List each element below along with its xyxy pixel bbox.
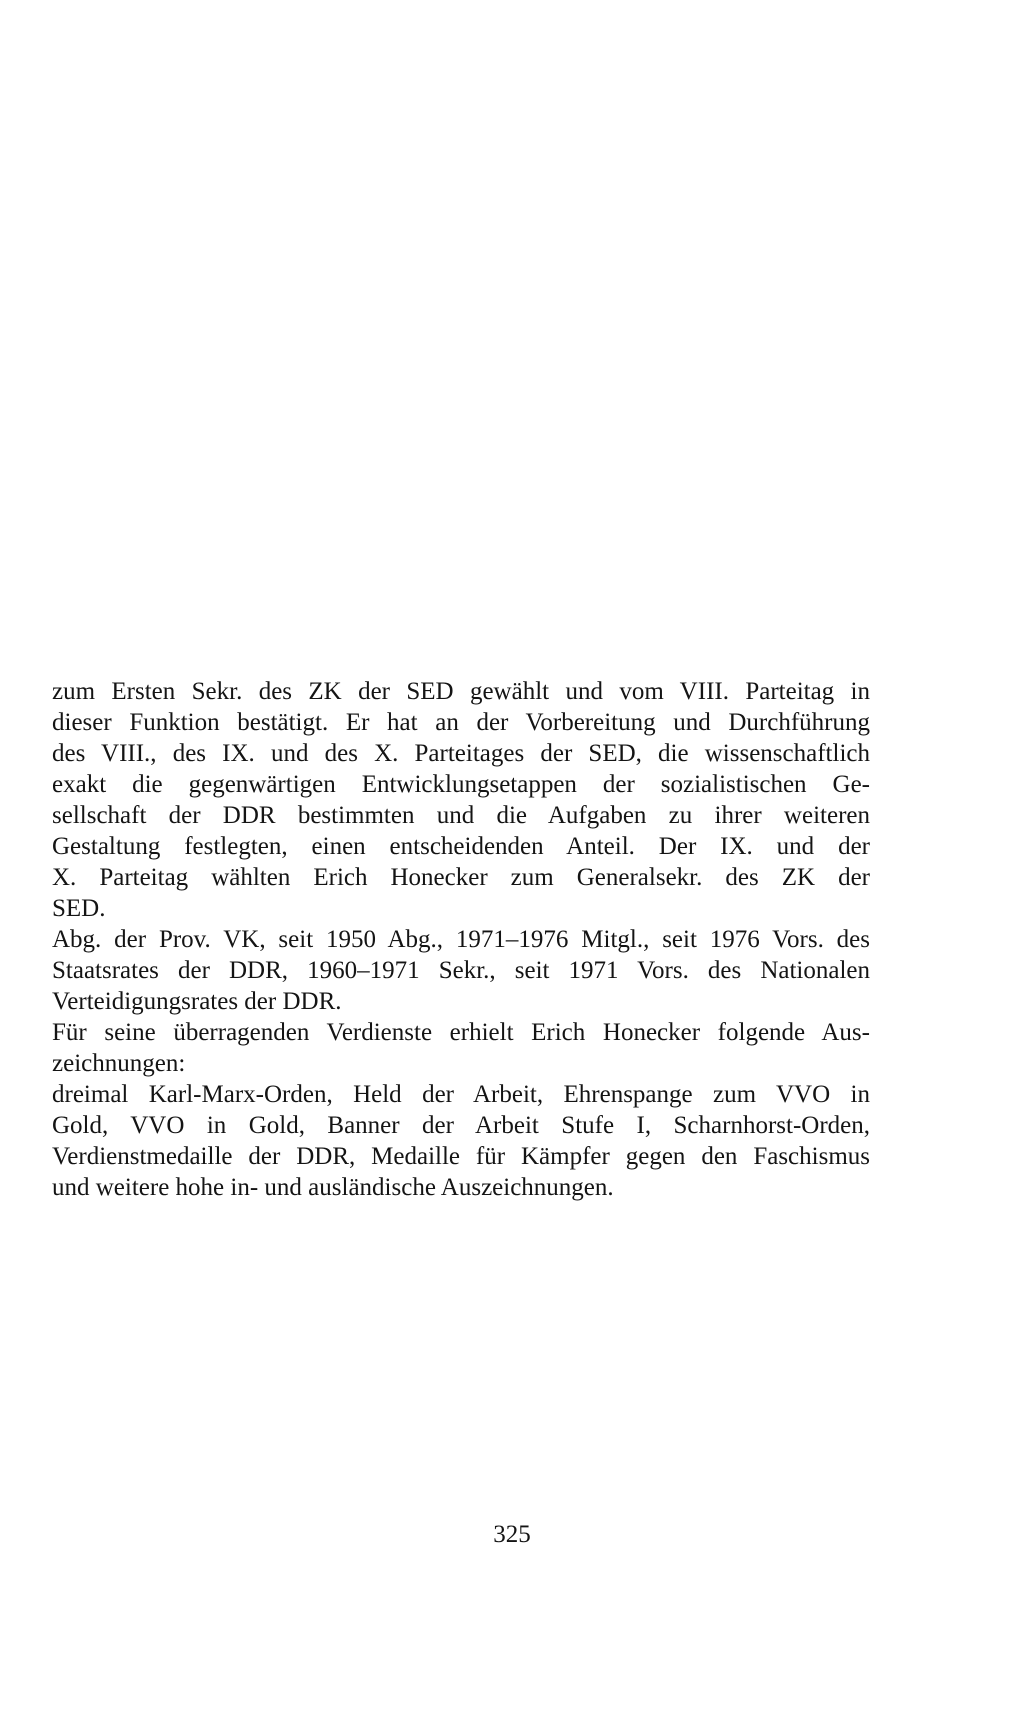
text-line: sellschaft der DDR bestimmten und die Aufgaben zu ihrer weiteren	[52, 802, 870, 829]
text-line: SED.	[52, 895, 106, 922]
text-line: Gestaltung festlegten, einen entscheidenden Anteil. Der IX. und der	[52, 833, 870, 860]
text-line: und weitere hohe in- und ausländische Auszeichnungen.	[52, 1174, 614, 1201]
text-line: Verteidigungsrates der DDR.	[52, 988, 342, 1015]
text-line: dieser Funktion bestätigt. Er hat an der Vorbereitung und Durchführung	[52, 709, 870, 736]
text-line: exakt die gegenwärtigen Entwicklungsetappen der sozialistischen Ge-	[52, 771, 870, 798]
text-line: des VIII., des IX. und des X. Parteitages der SED, die wissenschaftlich	[52, 740, 870, 767]
text-line: X. Parteitag wählten Erich Honecker zum Generalsekr. des ZK der	[52, 864, 870, 891]
body-text	[52, 676, 870, 1203]
text-line: Gold, VVO in Gold, Banner der Arbeit Stufe I, Scharnhorst-Orden,	[52, 1112, 870, 1139]
text-line: Verdienstmedaille der DDR, Medaille für Kämpfer gegen den Faschismus	[52, 1143, 870, 1170]
text-line: dreimal Karl-Marx-Orden, Held der Arbeit, Ehrenspange zum VVO in	[52, 1081, 870, 1108]
text-line: Für seine überragenden Verdienste erhielt Erich Honecker folgende Aus-	[52, 1019, 870, 1046]
text-line: zeichnungen:	[52, 1050, 186, 1077]
text-line: Staatsrates der DDR, 1960–1971 Sekr., seit 1971 Vors. des Nationalen	[52, 957, 870, 984]
text-line: zum Ersten Sekr. des ZK der SED gewählt und vom VIII. Parteitag in	[52, 678, 870, 705]
text-line: Abg. der Prov. VK, seit 1950 Abg., 1971–1976 Mitgl., seit 1976 Vors. des	[52, 926, 870, 953]
page-number: 325	[493, 1521, 531, 1548]
